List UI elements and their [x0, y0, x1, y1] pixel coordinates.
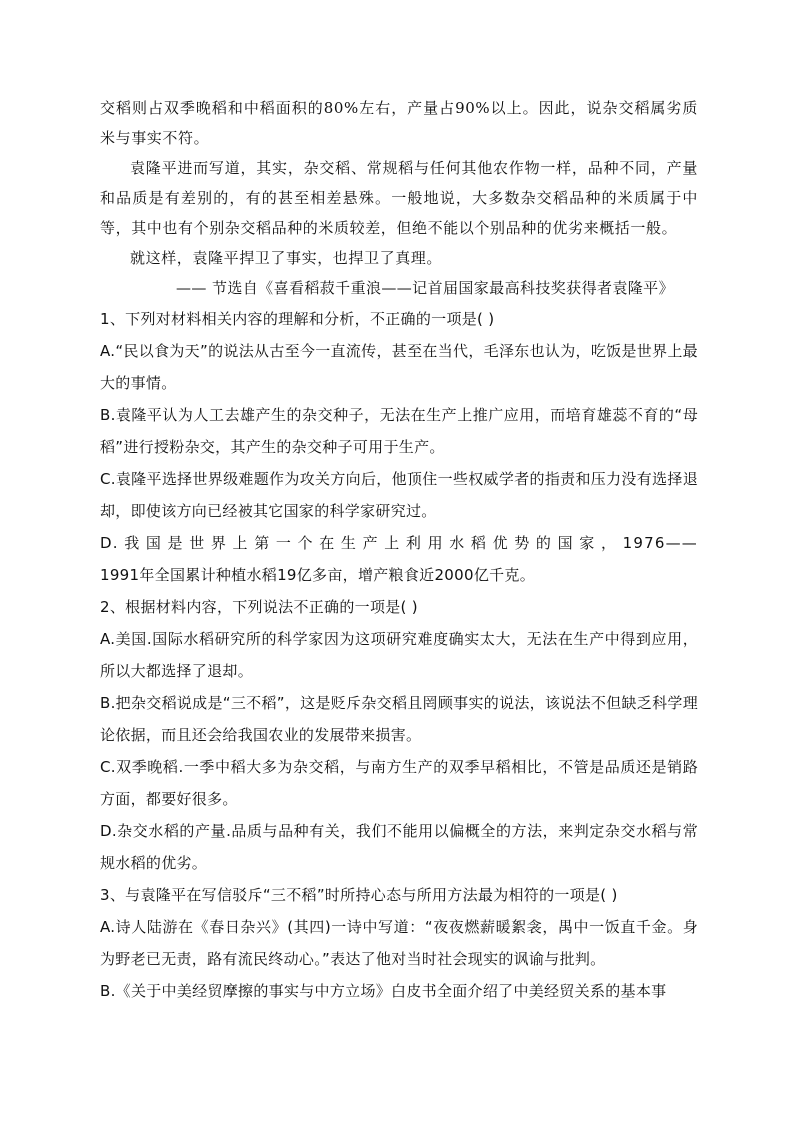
document-body — [100, 93, 698, 1007]
question-1-option-d-line-1: D.我国是世界上第一个在生产上利用水稻优势的国家，1976—— — [100, 534, 698, 552]
question-2-stem: 2、根据材料内容，下列说法不正确的一项是( ) — [100, 598, 418, 616]
question-1 — [100, 303, 698, 591]
question-1-stem: 1、下列对材料相关内容的理解和分析，不正确的一项是( ) — [100, 310, 495, 328]
question-2-option-b: B.把杂交稻说成是“三不稻”，这是贬斥杂交稻且罔顾事实的说法，该说法不但缺乏科学理论依据，而且还会给我国农业的发展带来损害。 — [100, 694, 698, 744]
article-paragraph-2: 袁隆平进而写道，其实，杂交稻、常规稻与任何其他农作物一样，品种不同，产量和品质是有差别的，有的甚至相差悬殊。一般地说，大多数杂交稻品种的米质属于中等，其中也有个别杂交稻品种的米质较差，但绝不能以个别品种的优劣来概括一般。 — [100, 159, 698, 237]
question-3-option-b: B.《关于中美经贸摩擦的事实与中方立场》白皮书全面介绍了中美经贸关系的基本事 — [100, 982, 667, 1000]
question-1-option-c: C.袁隆平选择世界级难题作为攻关方向后，他顶住一些权威学者的指责和压力没有选择退却，即使该方向已经被其它国家的科学家研究过。 — [100, 470, 698, 520]
question-2-option-a: A.美国.国际水稻研究所的科学家因为这项研究难度确实太大，无法在生产中得到应用，所以大都选择了退却。 — [100, 630, 698, 680]
article-source: —— 节选自《喜看稻菽千重浪——记首届国家最高科技奖获得者袁隆平》 — [176, 279, 674, 297]
question-2 — [100, 591, 698, 879]
question-2-option-d: D.杂交水稻的产量.品质与品种有关，我们不能用以偏概全的方法，来判定杂交水稻与常规水稻的优劣。 — [100, 822, 698, 872]
question-3-option-a: A.诗人陆游在《春日杂兴》(其四)一诗中写道：“夜夜燃薪暖絮衾，禺中一饭直千金。身为野老已无责，路有流民终动心。”表达了他对当时社会现实的讽谕与批判。 — [100, 918, 698, 968]
question-1-option-d-line-2: 1991年全国累计种植水稻19亿多亩，增产粮食近2000亿千克。 — [100, 566, 536, 584]
question-1-option-a: A.“民以食为天”的说法从古至今一直流传，甚至在当代，毛泽东也认为，吃饭是世界上最大的事情。 — [100, 342, 698, 392]
question-3-stem: 3、与袁隆平在写信驳斥“三不稻”时所持心态与所用方法最为相符的一项是( ) — [100, 886, 618, 904]
question-2-option-c: C.双季晚稻.一季中稻大多为杂交稻，与南方生产的双季早稻相比，不管是品质还是销路方面，都要好很多。 — [100, 758, 698, 808]
question-3 — [100, 879, 698, 1007]
article-paragraph-3: 就这样，袁隆平捍卫了事实，也捍卫了真理。 — [130, 249, 443, 267]
question-1-option-b: B.袁隆平认为人工去雄产生的杂交种子，无法在生产上推广应用，而培育雄蕊不育的“母稻”进行授粉杂交，其产生的杂交种子可用于生产。 — [100, 406, 698, 456]
article-paragraph-1: 交稻则占双季晚稻和中稻面积的80%左右，产量占90%以上。因此，说杂交稻属劣质米与事实不符。 — [100, 99, 698, 147]
